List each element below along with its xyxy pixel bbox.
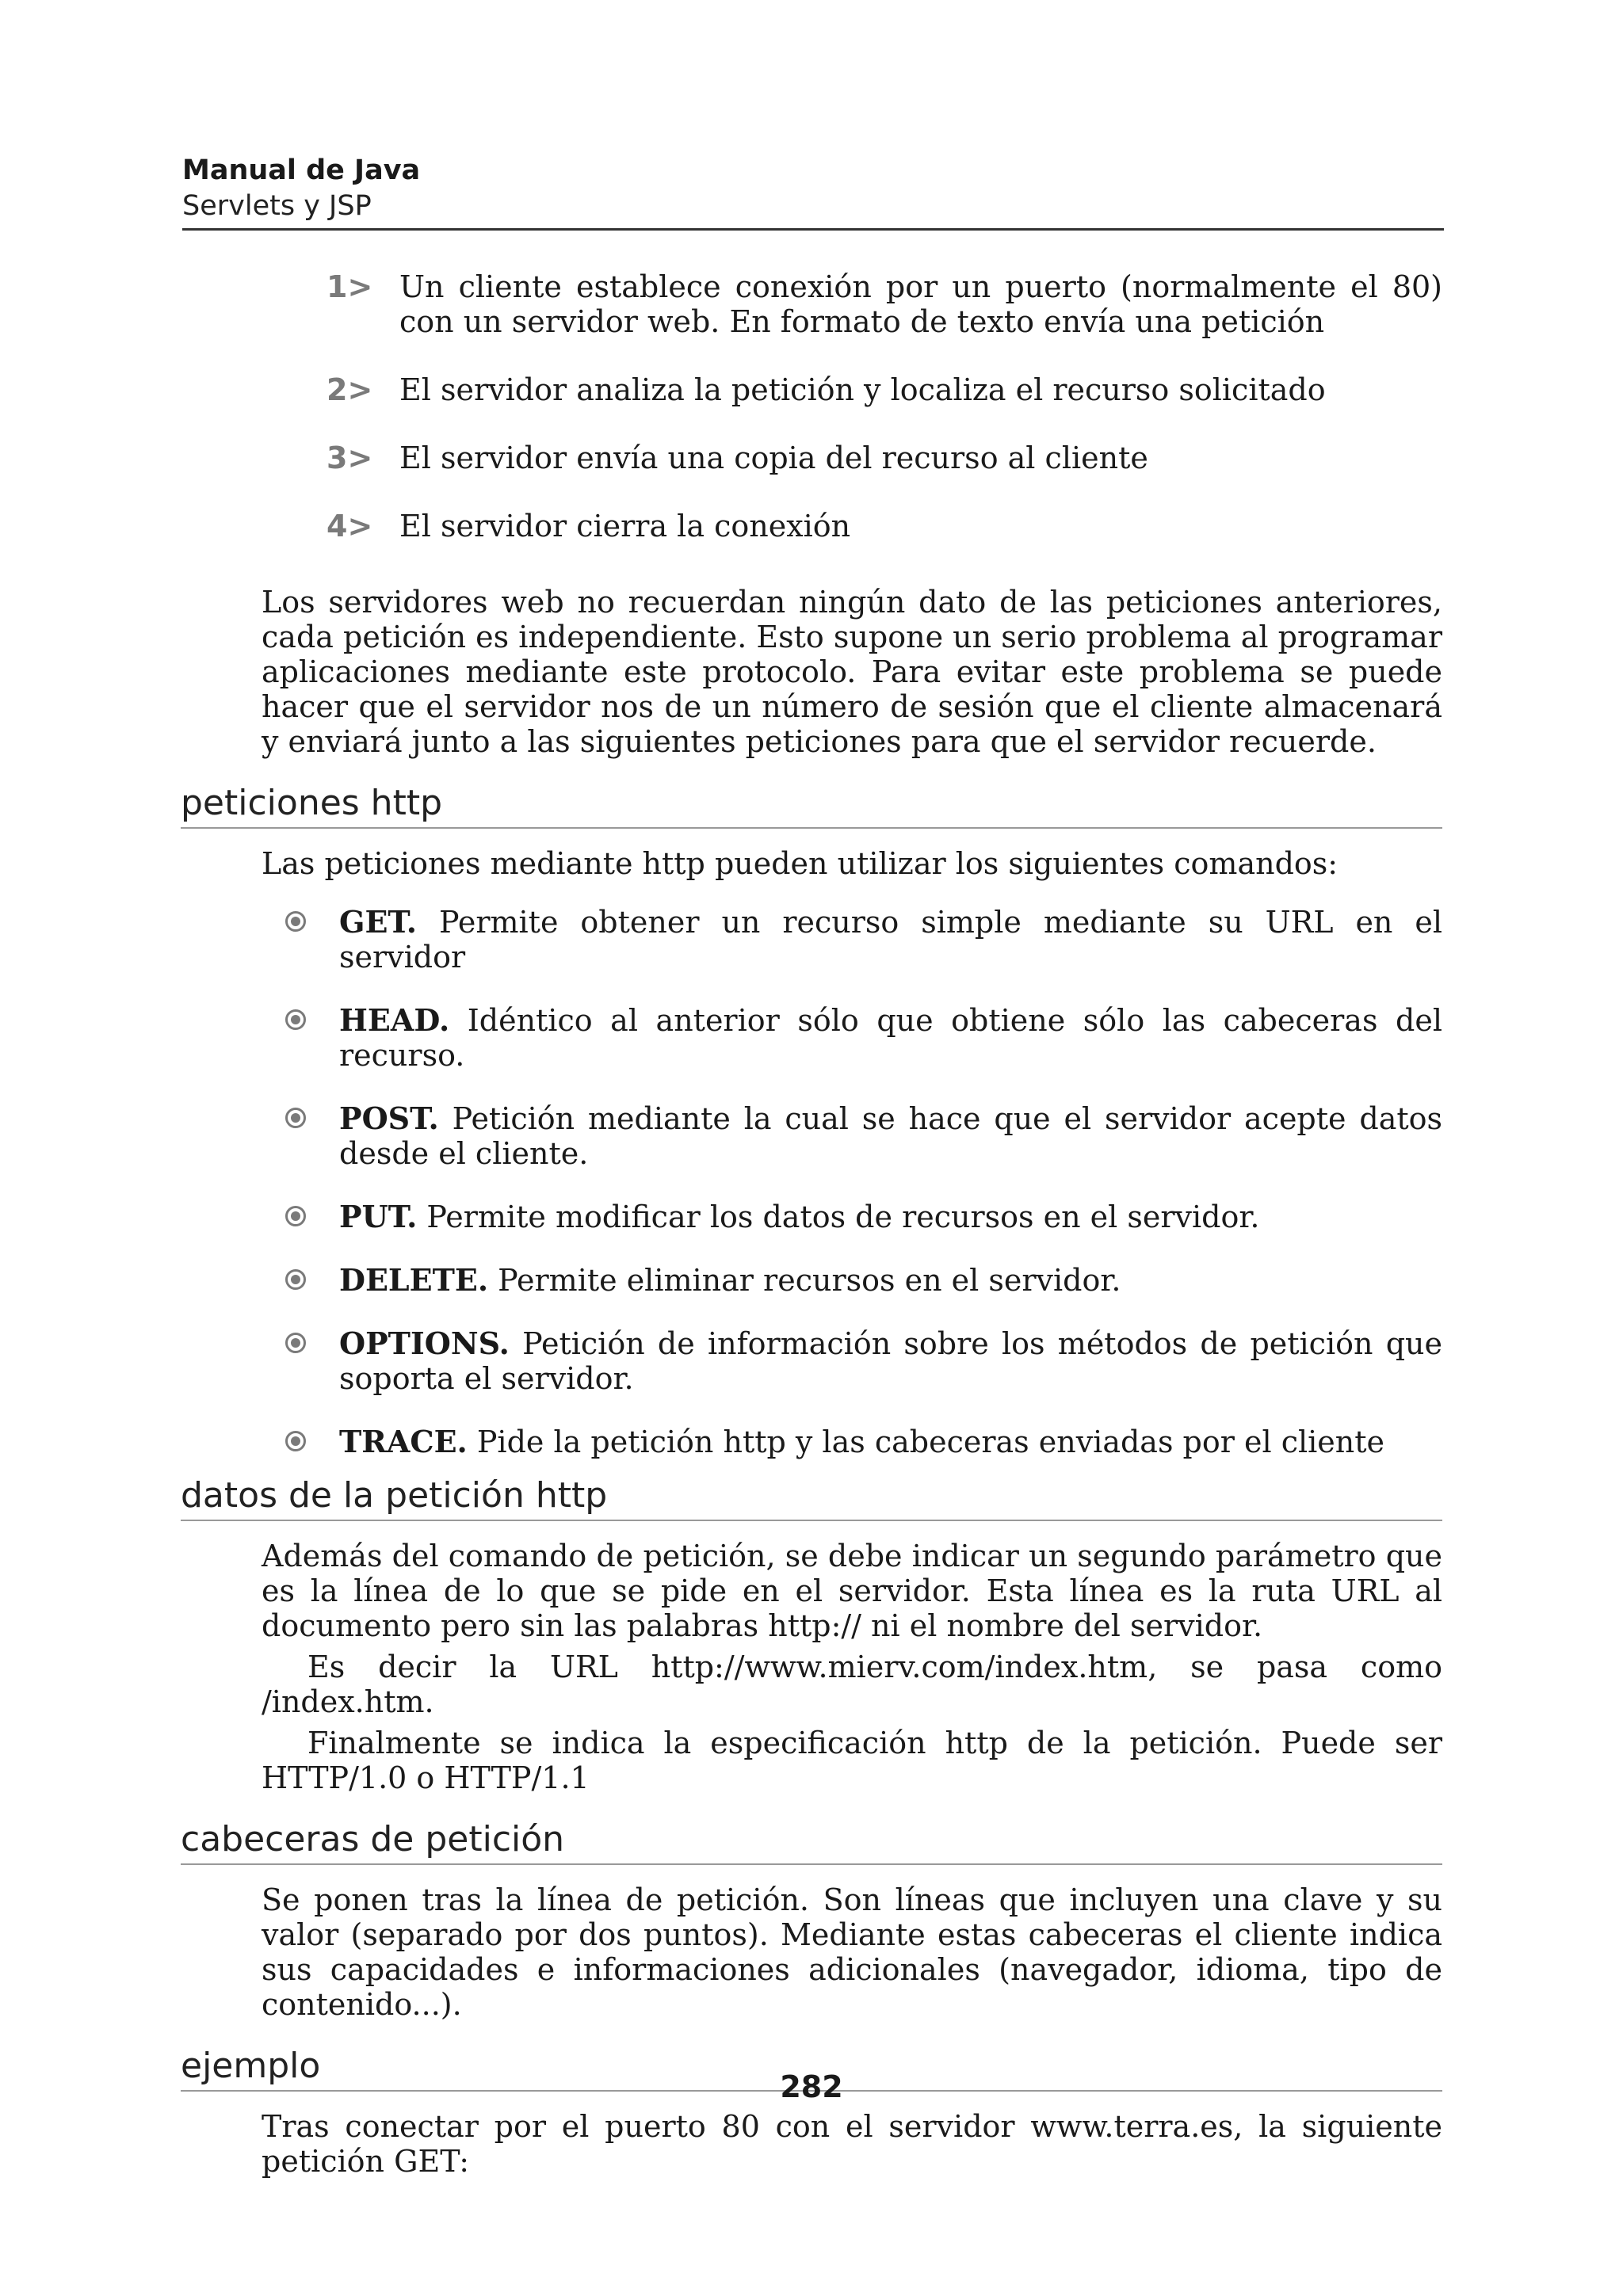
command-name: POST. [339,1100,439,1136]
step-text: El servidor analiza la petición y localiza el recurso solicitado [399,372,1326,407]
list-item [284,1425,1442,1459]
list-item [284,1003,1442,1073]
intro-paragraph: Los servidores web no recuerdan ningún dato de las peticiones anteriores, cada petición es independiente. Esto supone un serio problema al programar aplicaciones mediante este protocolo. Para evitar este problema se puede hacer que el servidor nos de un número de sesión que el cliente almacenará y enviará junto a las siguientes peticiones para que el servidor recuerde. [262,585,1442,759]
section-title: cabeceras de petición [181,1819,565,1859]
step-text: Un cliente establece conexión por un puerto (normalmente el 80) con un servidor web. En formato de texto envía una petición [399,269,1442,339]
command-name: HEAD. [339,1002,450,1038]
radio-bullet-icon [284,1263,339,1298]
command-name: TRACE. [339,1424,468,1459]
datos-paragraph-2: Es decir la URL http://www.mierv.com/index.htm, se pasa como /index.htm. [262,1650,1442,1719]
list-item [284,1263,1442,1298]
section-heading-peticiones [181,781,1442,829]
command-desc: Permite modificar los datos de recursos en el servidor. [417,1199,1260,1234]
radio-bullet-icon [284,905,339,940]
radio-bullet-icon [284,1101,339,1136]
step-text: El servidor envía una copia del recurso al cliente [399,441,1148,475]
command-desc: Petición de información sobre los métodos de petición que soporta el servidor. [339,1326,1442,1396]
radio-bullet-icon [284,1326,339,1361]
command-name: DELETE. [339,1262,489,1298]
running-header [182,152,1444,231]
list-item [327,441,1442,475]
datos-paragraph-1: Además del comando de petición, se debe indicar un segundo parámetro que es la línea de lo que se pide en el servidor. Esta línea es la ruta URL al documento pero sin las palabras http:// ni el nombre del servidor. [262,1539,1442,1643]
step-number: 1> [327,269,373,304]
command-desc: Petición mediante la cual se hace que el servidor acepte datos desde el cliente. [339,1101,1442,1171]
command-desc: Permite obtener un recurso simple mediante su URL en el servidor [339,905,1442,974]
list-item [284,1326,1442,1396]
command-desc: Pide la petición http y las cabeceras enviadas por el cliente [467,1425,1385,1459]
command-desc: Idéntico al anterior sólo que obtiene sólo las cabeceras del recurso. [339,1003,1442,1073]
list-item [327,372,1442,407]
steps-list [327,269,1442,543]
ejemplo-paragraph: Tras conectar por el puerto 80 con el servidor www.terra.es, la siguiente petición GET: [262,2109,1442,2179]
radio-bullet-icon [284,1425,339,1459]
section-heading-datos [181,1474,1442,1521]
cabeceras-paragraph: Se ponen tras la línea de petición. Son líneas que incluyen una clave y su valor (separado por dos puntos). Mediante estas cabeceras el cliente indica sus capacidades e informaciones adicionales (navegador, idioma, tipo de contenido...). [262,1882,1442,2022]
list-item [284,1199,1442,1234]
chapter-title: Servlets y JSP [182,190,372,222]
section-title: peticiones http [181,783,442,823]
command-desc: Permite eliminar recursos en el servidor. [488,1263,1121,1298]
list-item [327,269,1442,339]
commands-list [284,905,1442,1459]
section-title: ejemplo [181,2046,321,2086]
command-name: PUT. [339,1199,418,1234]
step-number: 2> [327,372,373,407]
radio-bullet-icon [284,1199,339,1234]
page-number: 282 [780,2069,843,2104]
book-title: Manual de Java [182,154,421,186]
step-number: 4> [327,509,373,543]
list-item [327,509,1442,543]
step-number: 3> [327,441,373,475]
datos-paragraph-3: Finalmente se indica la especificación http de la petición. Puede ser HTTP/1.0 o HTTP/1.1 [262,1726,1442,1795]
list-item [284,1101,1442,1171]
section-title: datos de la petición http [181,1475,608,1516]
page-content [181,269,1442,2179]
command-name: OPTIONS. [339,1325,510,1361]
commands-lead: Las peticiones mediante http pueden utilizar los siguientes comandos: [262,846,1338,881]
step-text: El servidor cierra la conexión [399,509,851,543]
list-item [284,905,1442,974]
command-name: GET. [339,904,418,940]
radio-bullet-icon [284,1003,339,1038]
section-heading-cabeceras [181,1817,1442,1865]
